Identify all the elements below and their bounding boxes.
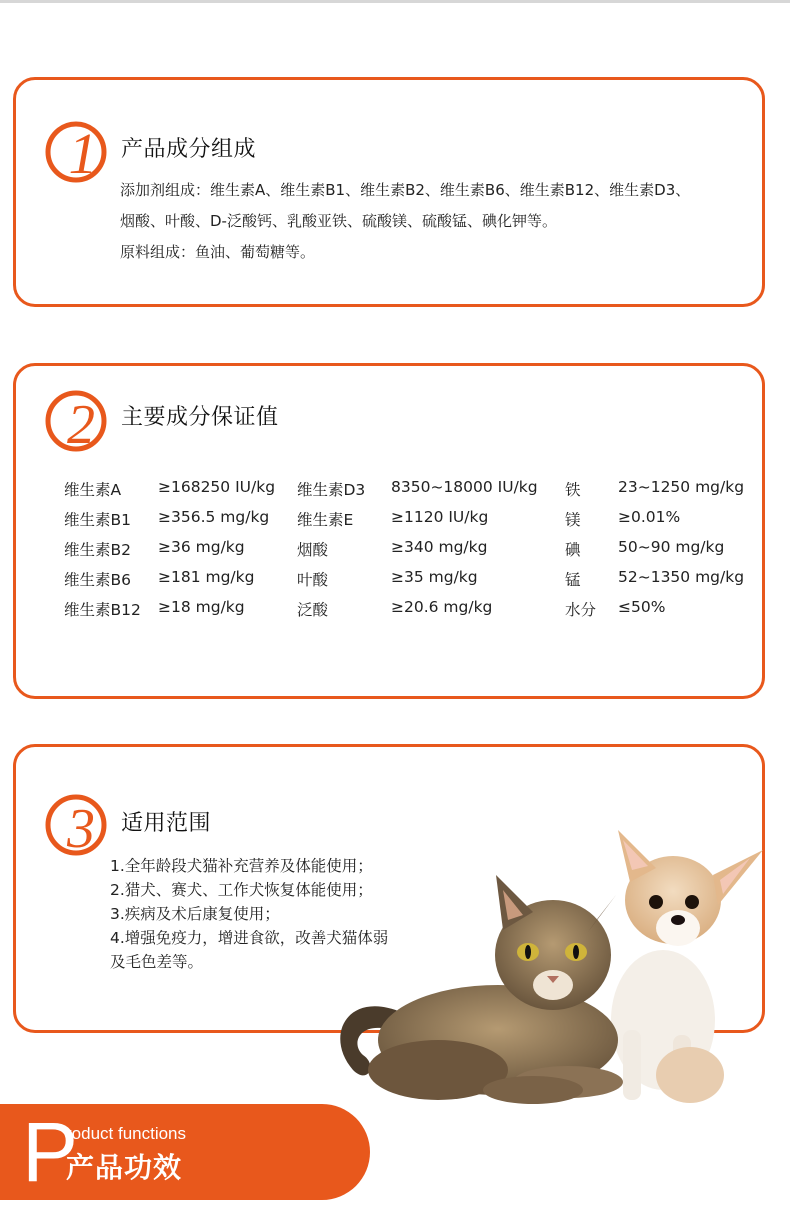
usage-line-3: 3.疾病及术后康复使用； [110,905,280,923]
additive-line-2: 烟酸、叶酸、D-泛酸钙、乳酸亚铁、硫酸镁、硫酸锰、碘化钾等。 [120,212,557,230]
nutrient-value: 52~1350 mg/kg [618,568,745,586]
nutrient-name: 镁 [565,511,581,529]
nutrient-name: 锰 [565,571,581,589]
nutrient-name: 烟酸 [297,541,329,559]
top-divider [0,0,790,3]
usage-line-4: 4.增强免疫力，增进食欲，改善犬猫体弱 [110,929,389,947]
cat-and-dog-image [318,820,778,1110]
nutrient-value: ≥340 mg/kg [391,538,488,556]
additive-line-1: 添加剂组成：维生素A、维生素B1、维生素B2、维生素B6、维生素B12、维生素D3、 [120,181,691,199]
number-two-badge-icon [45,388,111,454]
usage-line-5: 及毛色差等。 [110,953,204,971]
banner-chinese-title: 产品功效 [66,1151,183,1184]
nutrient-value: ≤50% [618,598,666,616]
svg-text:1: 1 [68,121,98,185]
nutrient-name: 维生素B1 [64,511,131,529]
nutrient-value: ≥35 mg/kg [391,568,478,586]
nutrient-value: 8350~18000 IU/kg [391,478,538,496]
section-title: 适用范围 [121,811,212,836]
raw-material-line: 原料组成：鱼油、葡萄糖等。 [120,243,316,261]
banner-english-title: roduct functions [66,1124,187,1143]
nutrient-name: 水分 [565,601,597,619]
section-title: 主要成分保证值 [121,405,279,430]
number-one-badge-icon [45,119,111,185]
nutrient-value: 50~90 mg/kg [618,538,725,556]
nutrient-name: 维生素E [297,511,354,529]
nutrient-name: 维生素A [64,481,122,499]
svg-text:2: 2 [67,394,95,454]
nutrient-name: 叶酸 [297,571,329,589]
banner-initial-letter: P [22,1105,79,1199]
nutrient-value: ≥181 mg/kg [158,568,255,586]
nutrient-name: 维生素B6 [64,571,131,589]
nutrient-value: ≥0.01% [618,508,681,526]
nutrient-name: 维生素D3 [297,481,366,499]
number-three-badge-icon [45,792,111,858]
nutrient-value: 23~1250 mg/kg [618,478,745,496]
nutrient-value: ≥18 mg/kg [158,598,245,616]
section-title: 产品成分组成 [121,137,257,162]
nutrient-name: 泛酸 [297,601,329,619]
nutrient-value: ≥20.6 mg/kg [391,598,493,616]
nutrient-name: 碘 [565,541,581,559]
usage-line-1: 1.全年龄段犬猫补充营养及体能使用； [110,857,373,875]
nutrient-name: 维生素B12 [64,601,141,619]
nutrient-value: ≥1120 IU/kg [391,508,489,526]
svg-text:3: 3 [67,798,95,858]
nutrient-name: 维生素B2 [64,541,131,559]
nutrient-value: ≥168250 IU/kg [158,478,276,496]
nutrient-value: ≥36 mg/kg [158,538,245,556]
nutrient-value: ≥356.5 mg/kg [158,508,270,526]
usage-line-2: 2.猎犬、赛犬、工作犬恢复体能使用； [110,881,373,899]
nutrient-name: 铁 [565,481,581,499]
